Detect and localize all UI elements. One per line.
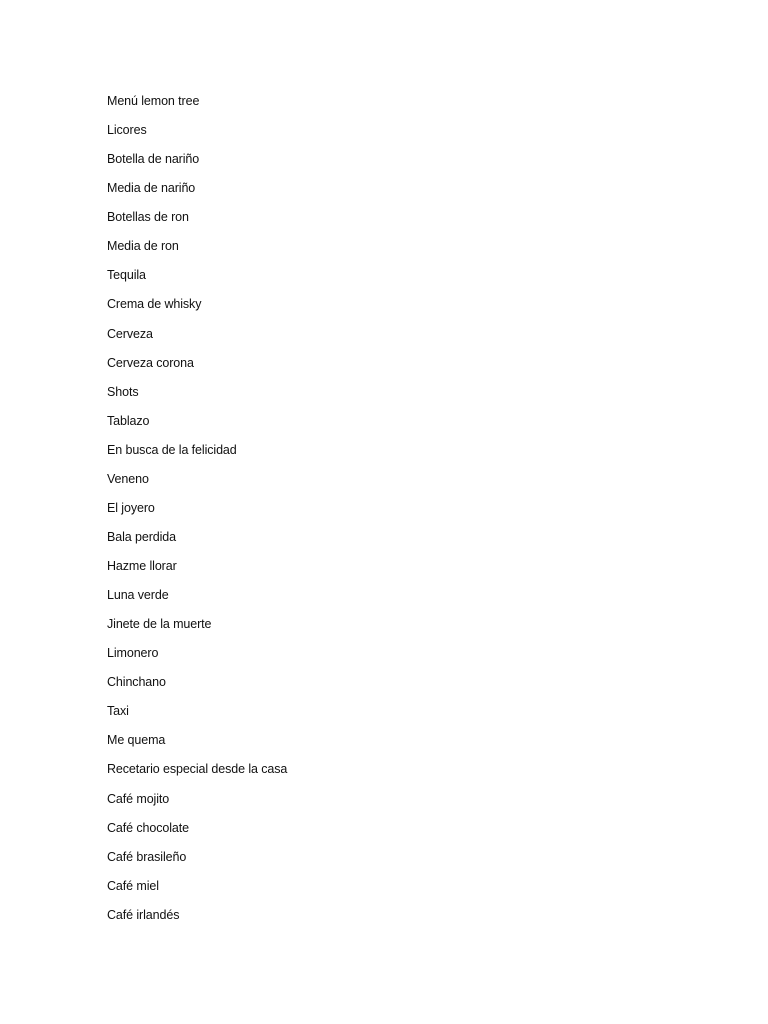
menu-line: Botella de nariño <box>107 152 200 167</box>
menu-line: Cerveza <box>107 326 153 341</box>
menu-line: Bala perdida <box>107 529 176 544</box>
menu-line: Me quema <box>107 733 166 748</box>
menu-line: Café irlandés <box>107 907 180 922</box>
menu-line: Café mojito <box>107 791 170 806</box>
menu-line: Café miel <box>107 878 159 893</box>
menu-line: Botellas de ron <box>107 210 189 225</box>
menu-line: Taxi <box>107 704 129 719</box>
menu-line: En busca de la felicidad <box>107 442 237 457</box>
menu-line: Café brasileño <box>107 849 187 864</box>
menu-line: Media de ron <box>107 239 179 254</box>
menu-line-licores: Licores <box>107 123 147 138</box>
menu-line: Luna verde <box>107 588 169 603</box>
menu-line: El joyero <box>107 500 155 515</box>
menu-line: Crema de whisky <box>107 297 202 312</box>
menu-line: Limonero <box>107 646 159 661</box>
menu-line: Tequila <box>107 268 146 283</box>
menu-line: Media de nariño <box>107 181 196 196</box>
menu-line: Cerveza corona <box>107 355 194 370</box>
menu-line: Jinete de la muerte <box>107 617 212 632</box>
menu-line: Chinchano <box>107 675 166 690</box>
menu-list <box>107 91 287 934</box>
menu-line-recetario: Recetario especial desde la casa <box>107 762 288 777</box>
menu-line: Veneno <box>107 471 149 486</box>
menu-line-shots: Shots <box>107 384 139 399</box>
menu-line: Hazme llorar <box>107 559 177 573</box>
menu-line: Café chocolate <box>107 820 189 835</box>
menu-line: Tablazo <box>107 413 150 428</box>
menu-title: Menú lemon tree <box>107 94 200 108</box>
